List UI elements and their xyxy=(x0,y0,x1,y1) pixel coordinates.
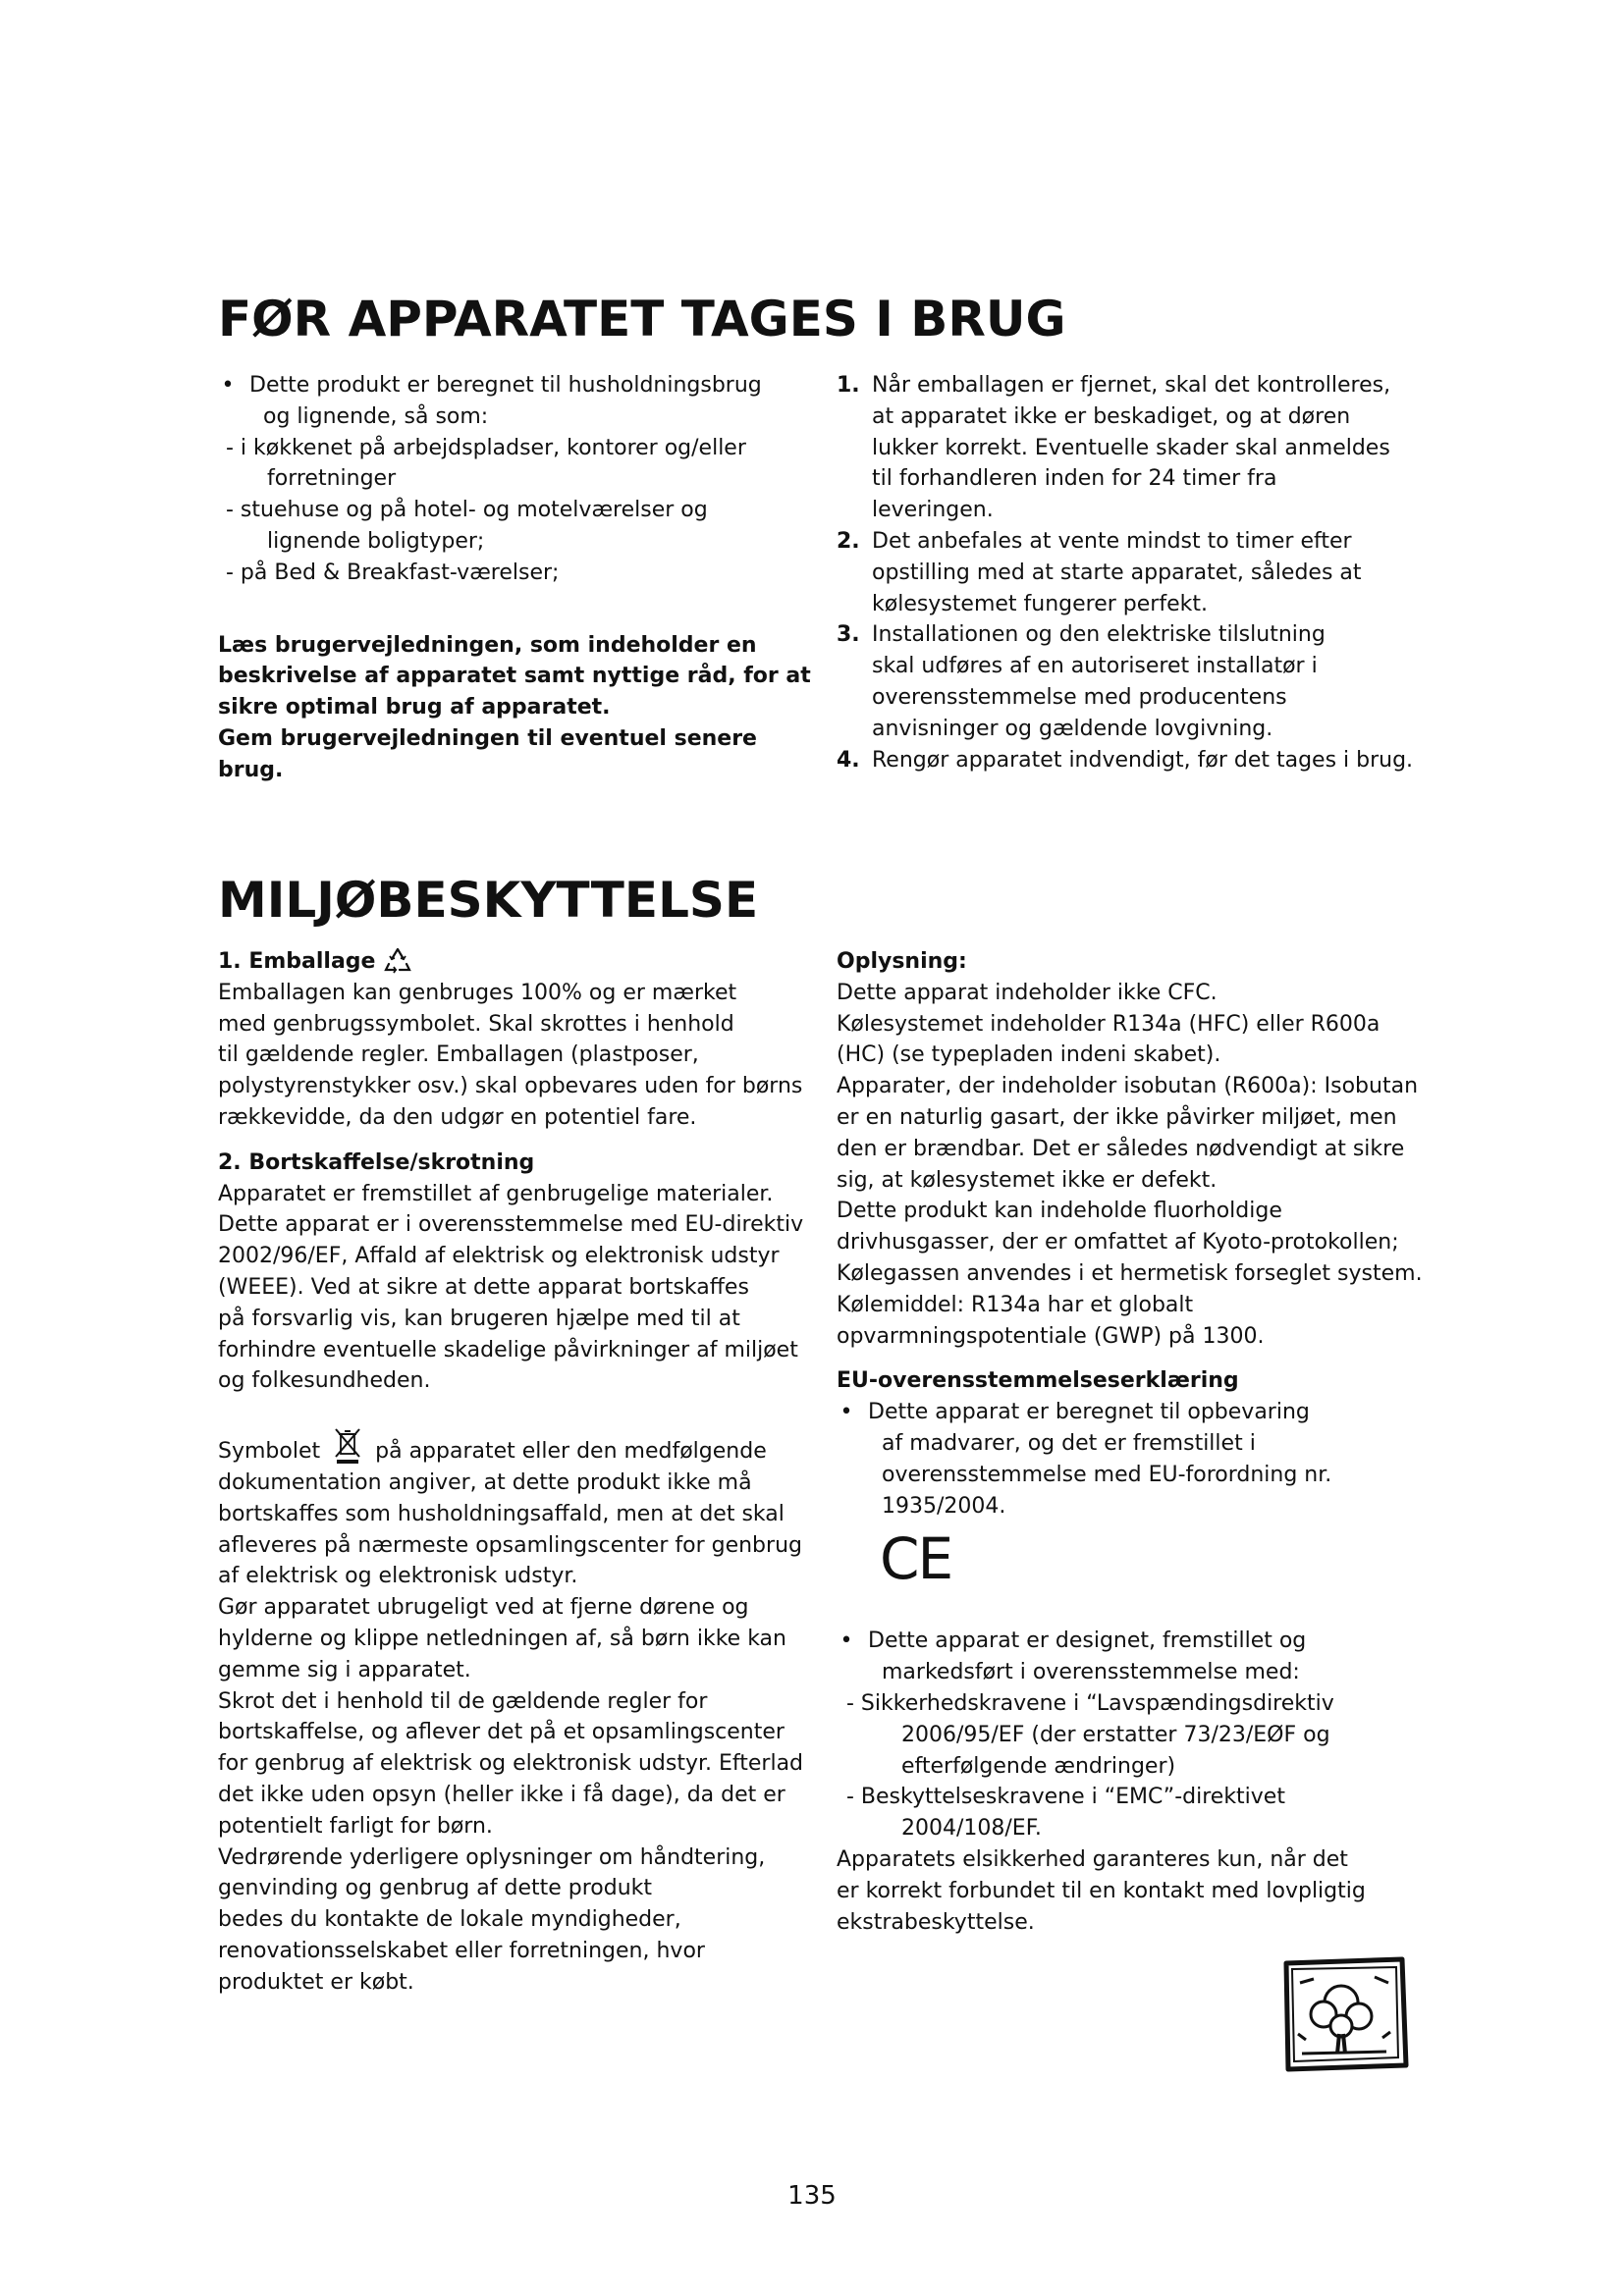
bullet-mark: • xyxy=(839,1400,853,1425)
environment-left-column xyxy=(218,946,817,1999)
eu-bullet1-line-2: af madvarer, og det er fremstillet i xyxy=(882,1430,1256,1456)
symbol-line-15: bedes du kontakte de lokale myndigheder, xyxy=(218,1907,681,1933)
eu-dash2-line-1: - Beskyttelseskravene i “EMC”-direktivet xyxy=(846,1785,1285,1810)
symbol-line-1: dokumentation angiver, at dette produkt ikke må xyxy=(218,1469,752,1495)
symbol-line-10: for genbrug af elektrisk og elektronisk udstyr. Efterlad xyxy=(218,1751,804,1777)
environment-right-column xyxy=(837,946,1426,1938)
household-use-bullet xyxy=(218,370,817,433)
eu-bullet2-line-1: Dette apparat er designet, fremstillet og xyxy=(868,1629,1307,1654)
packaging-heading xyxy=(218,946,817,978)
eu-dash2-line-2: 2004/108/EF. xyxy=(901,1816,1042,1842)
closing-line-2: er korrekt forbundet til en kontakt med lovpligtig xyxy=(837,1878,1366,1903)
step-1-number: 1. xyxy=(837,373,860,398)
info-line-2: Kølesystemet indeholder R134a (HFC) eller R600a xyxy=(837,1011,1380,1037)
symbol-line-12: potentielt farligt for børn. xyxy=(218,1813,493,1839)
info-line-8: Dette produkt kan indeholde fluorholdige xyxy=(837,1199,1282,1224)
info-line-6: den er brændbar. Det er således nødvendigt at sikre xyxy=(837,1136,1405,1161)
bold-line-2: beskrivelse af apparatet samt nyttige råd, for at xyxy=(218,664,811,689)
info-line-12: opvarmningspotentiale (GWP) på 1300. xyxy=(837,1323,1265,1349)
dash-item-bnb: - på Bed & Breakfast-værelser; xyxy=(226,560,560,585)
ce-mark-icon xyxy=(837,1525,1426,1602)
packaging-line-5: rækkevidde, da den udgør en potentiel fare. xyxy=(218,1104,697,1130)
info-line-4: Apparater, der indeholder isobutan (R600a): Isobutan xyxy=(837,1074,1419,1099)
symbol-line-4: af elektrisk og elektronisk udstyr. xyxy=(218,1564,578,1589)
disposal-line-4: (WEEE). Ved at sikre at dette apparat bortskaffes xyxy=(218,1274,749,1300)
symbol-line-8: Skrot det i henhold til de gældende regler for xyxy=(218,1688,708,1714)
read-manual-notice xyxy=(218,630,817,786)
disposal-line-1: Apparatet er fremstillet af genbrugelige materialer. xyxy=(218,1181,774,1206)
info-line-9: drivhusgasser, der er omfattet af Kyoto-protokollen; xyxy=(837,1230,1399,1255)
eu-dash1-line-1: - Sikkerhedskravene i “Lavspændingsdirektiv xyxy=(846,1690,1334,1716)
eu-bullet2-line-2: markedsført i overensstemmelse med: xyxy=(882,1660,1300,1685)
page-number: 135 xyxy=(787,2181,837,2211)
section-title-environment: MILJØBESKYTTELSE xyxy=(218,872,759,929)
tree-logo-icon xyxy=(1280,1955,1410,2073)
ce-mark-text: CE xyxy=(880,1525,952,1593)
recycle-icon xyxy=(383,946,412,974)
eu-declaration-heading: EU-overensstemmelseserklæring xyxy=(837,1368,1239,1394)
bold-line-3: sikre optimal brug af apparatet. xyxy=(218,695,611,721)
closing-line-1: Apparatets elsikkerhed garanteres kun, når det xyxy=(837,1846,1348,1872)
disposal-line-7: og folkesundheden. xyxy=(218,1368,431,1394)
symbol-line-5: Gør apparatet ubrugeligt ved at fjerne dørene og xyxy=(218,1595,749,1621)
eu-dash1-line-3: efterfølgende ændringer) xyxy=(901,1753,1176,1779)
step-3-text: Installationen og den elektriske tilslutning skal udføres af en autoriseret installatør i overensstemmelse med producentens anvisninger og gældende lovgivning. xyxy=(872,622,1326,741)
before-use-left-column xyxy=(218,370,817,786)
information-heading: Oplysning: xyxy=(837,949,967,974)
step-2 xyxy=(837,526,1426,619)
info-line-3: (HC) (se typepladen indeni skabet). xyxy=(837,1042,1221,1068)
packaging-line-3: til gældende regler. Emballagen (plastposer, xyxy=(218,1042,699,1068)
eu-bullet1-line-3: overensstemmelse med EU-forordning nr. xyxy=(882,1462,1332,1487)
step-3-number: 3. xyxy=(837,622,860,648)
step-1-text: Når emballagen er fjernet, skal det kontrolleres, at apparatet ikke er beskadiget, og at døren lukker korrekt. Eventuelle skader skal anmeldes til forhandleren inden for 24 timer fra leveringen. xyxy=(872,373,1391,523)
disposal-heading: 2. Bortskaffelse/skrotning xyxy=(218,1149,535,1175)
symbol-line-9: bortskaffelse, og aflever det på et opsamlingscenter xyxy=(218,1720,785,1745)
step-1 xyxy=(837,370,1426,526)
dash-item-kitchen: - i køkkenet på arbejdspladser, kontorer og/eller forretninger xyxy=(226,435,746,492)
symbol-line-17: produktet er købt. xyxy=(218,1969,414,1995)
symbol-pre-text: Symbolet xyxy=(218,1439,321,1465)
symbol-line-7: gemme sig i apparatet. xyxy=(218,1657,471,1682)
disposal-line-5: på forsvarlig vis, kan brugeren hjælpe med til at xyxy=(218,1306,740,1331)
eu-bullet-food xyxy=(837,1397,1426,1522)
section-title-before-use: FØR APPARATET TAGES I BRUG xyxy=(218,291,1066,347)
packaging-line-1: Emballagen kan genbruges 100% og er mærket xyxy=(218,980,737,1005)
step-3 xyxy=(837,619,1426,744)
intro-line-2: og lignende, så som: xyxy=(263,403,489,429)
symbol-line-6: hylderne og klippe netledningen af, så børn ikke kan xyxy=(218,1626,786,1651)
before-use-right-column xyxy=(837,370,1426,775)
eu-dash-emc xyxy=(837,1782,1426,1844)
packaging-line-4: polystyrenstykker osv.) skal opbevares uden for børns xyxy=(218,1074,803,1099)
symbol-line-11: det ikke uden opsyn (heller ikke i få dage), da det er xyxy=(218,1782,785,1807)
symbol-line-3: afleveres på nærmeste opsamlingscenter for genbrug xyxy=(218,1532,802,1558)
step-4-text: Rengør apparatet indvendigt, før det tages i brug. xyxy=(872,747,1414,773)
eu-bullet1-line-1: Dette apparat er beregnet til opbevaring xyxy=(868,1400,1310,1425)
bullet-mark: • xyxy=(839,1629,853,1654)
dash-item-farmhouse: - stuehuse og på hotel- og motelværelser og lignende boligtyper; xyxy=(226,498,708,554)
intro-line-1: Dette produkt er beregnet til husholdningsbrug xyxy=(249,373,762,398)
symbol-line xyxy=(218,1426,817,1468)
info-line-1: Dette apparat indeholder ikke CFC. xyxy=(837,980,1218,1005)
symbol-line-2: bortskaffes som husholdningsaffald, men at det skal xyxy=(218,1501,785,1526)
bold-line-4: Gem brugervejledningen til eventuel senere brug. xyxy=(218,725,757,782)
symbol-post-text: på apparatet eller den medfølgende xyxy=(375,1439,767,1465)
eu-dash1-line-2: 2006/95/EF (der erstatter 73/23/EØF og xyxy=(901,1722,1330,1747)
disposal-line-2: Dette apparat er i overensstemmelse med EU-direktiv xyxy=(218,1212,804,1238)
packaging-heading-text: 1. Emballage xyxy=(218,949,376,974)
crossed-bin-icon xyxy=(333,1426,362,1466)
info-line-5: er en naturlig gasart, der ikke påvirker miljøet, men xyxy=(837,1104,1397,1130)
disposal-line-3: 2002/96/EF, Affald af elektrisk og elektronisk udstyr xyxy=(218,1244,780,1269)
bullet-mark: • xyxy=(221,373,235,398)
packaging-line-2: med genbrugssymbolet. Skal skrottes i henhold xyxy=(218,1011,734,1037)
symbol-line-16: renovationsselskabet eller forretningen, hvor xyxy=(218,1938,705,1963)
eu-bullet-design xyxy=(837,1626,1426,1688)
eu-bullet1-line-4: 1935/2004. xyxy=(882,1493,1006,1519)
eu-dash-low-voltage xyxy=(837,1688,1426,1782)
disposal-line-6: forhindre eventuelle skadelige påvirkninger af miljøet xyxy=(218,1337,798,1362)
step-2-number: 2. xyxy=(837,528,860,554)
symbol-line-14: genvinding og genbrug af dette produkt xyxy=(218,1876,653,1901)
info-line-10: Kølegassen anvendes i et hermetisk forseglet system. xyxy=(837,1260,1423,1286)
closing-line-3: ekstrabeskyttelse. xyxy=(837,1909,1035,1935)
step-2-text: Det anbefales at vente mindst to timer efter opstilling med at starte apparatet, således at kølesystemet fungerer perfekt. xyxy=(872,528,1362,616)
step-4 xyxy=(837,745,1426,776)
step-4-number: 4. xyxy=(837,747,860,773)
info-line-7: sig, at kølesystemet ikke er defekt. xyxy=(837,1167,1218,1193)
symbol-line-13: Vedrørende yderligere oplysninger om håndtering, xyxy=(218,1844,766,1870)
bold-line-1: Læs brugervejledningen, som indeholder en xyxy=(218,632,757,658)
info-line-11: Kølemiddel: R134a har et globalt xyxy=(837,1292,1194,1317)
